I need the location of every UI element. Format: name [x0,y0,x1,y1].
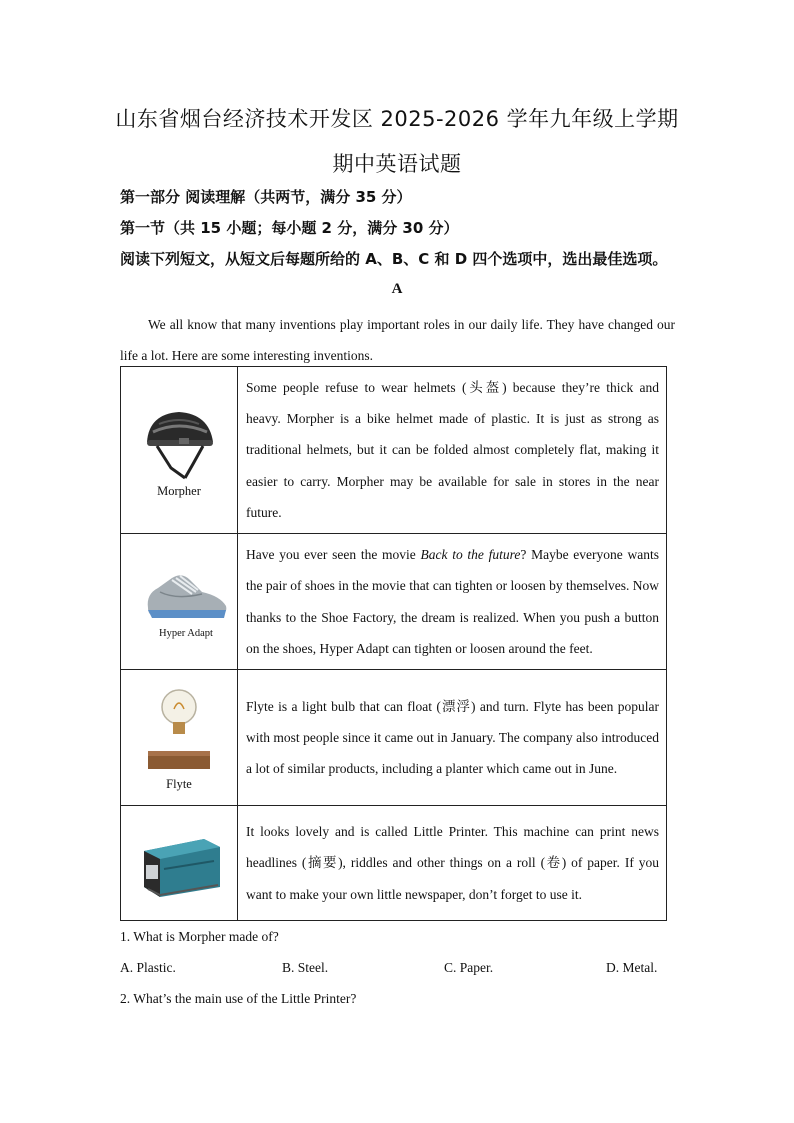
exam-title-line1: 山东省烟台经济技术开发区 2025-2026 学年九年级上学期 [115,107,679,131]
invention-description: It looks lovely and is called Little Printer. This machine can print news headlines (摘要), riddles and other things on a roll (卷) of paper. If you want to make your own little newspaper, don’t forget to use it. [238,806,667,921]
invention-description: Flyte is a light bulb that can float (漂浮) and turn. Flyte has been popular with most people since it came out in January. The company also introduced a lot of similar products, including a planter which came out in June. [238,670,667,806]
invention-description: Some people refuse to wear helmets (头盔) because they’re thick and heavy. Morpher is a bike helmet made of plastic. It is just as strong as traditional helmets, but it can be folded almost completely flat, making it easier to carry. Morpher may be available for sale in stores in the near future. [238,367,667,534]
table-row [121,806,667,921]
floating-bulb-icon [144,683,214,775]
question-2: 2. What’s the main use of the Little Printer? [120,991,357,1006]
table-row [121,670,667,806]
option-b: B. Steel. [282,960,329,975]
table-row [121,534,667,670]
section-heading: 第一节（共 15 小题；每小题 2 分，满分 30 分） [120,219,459,237]
movie-title: Back to the future [420,546,521,562]
table-row [121,367,667,534]
invention-caption: Flyte [166,777,192,791]
shoe-icon [142,564,230,626]
option-d: D. Metal. [606,960,658,975]
option-c: C. Paper. [444,960,494,975]
inventions-table [120,366,667,921]
printer-icon [134,825,224,901]
question-1: 1. What is Morpher made of? [120,929,279,944]
part-heading: 第一部分 阅读理解（共两节，满分 35 分） [120,188,412,206]
invention-caption: Hyper Adapt [159,628,213,639]
exam-title-line2: 期中英语试题 [332,152,462,176]
passage-intro: We all know that many inventions play important roles in our daily life. They have changed our life a lot. Here are some interesting inventions. [120,317,675,363]
invention-description: Have you ever seen the movie Back to the future? Maybe everyone wants the pair of shoes in the movie that can tighten or loosen by themselves. Now thanks to the Shoe Factory, the dream is realized. When you push a button on the shoes, Hyper Adapt can tighten or loosen around the feet. [238,534,667,670]
instructions: 阅读下列短文，从短文后每题所给的 A、B、C 和 D 四个选项中，选出最佳选项。 [120,250,668,268]
helmet-icon [139,402,219,482]
invention-caption: Morpher [157,483,201,498]
passage-label: A [391,281,403,297]
option-a: A. Plastic. [120,960,176,975]
